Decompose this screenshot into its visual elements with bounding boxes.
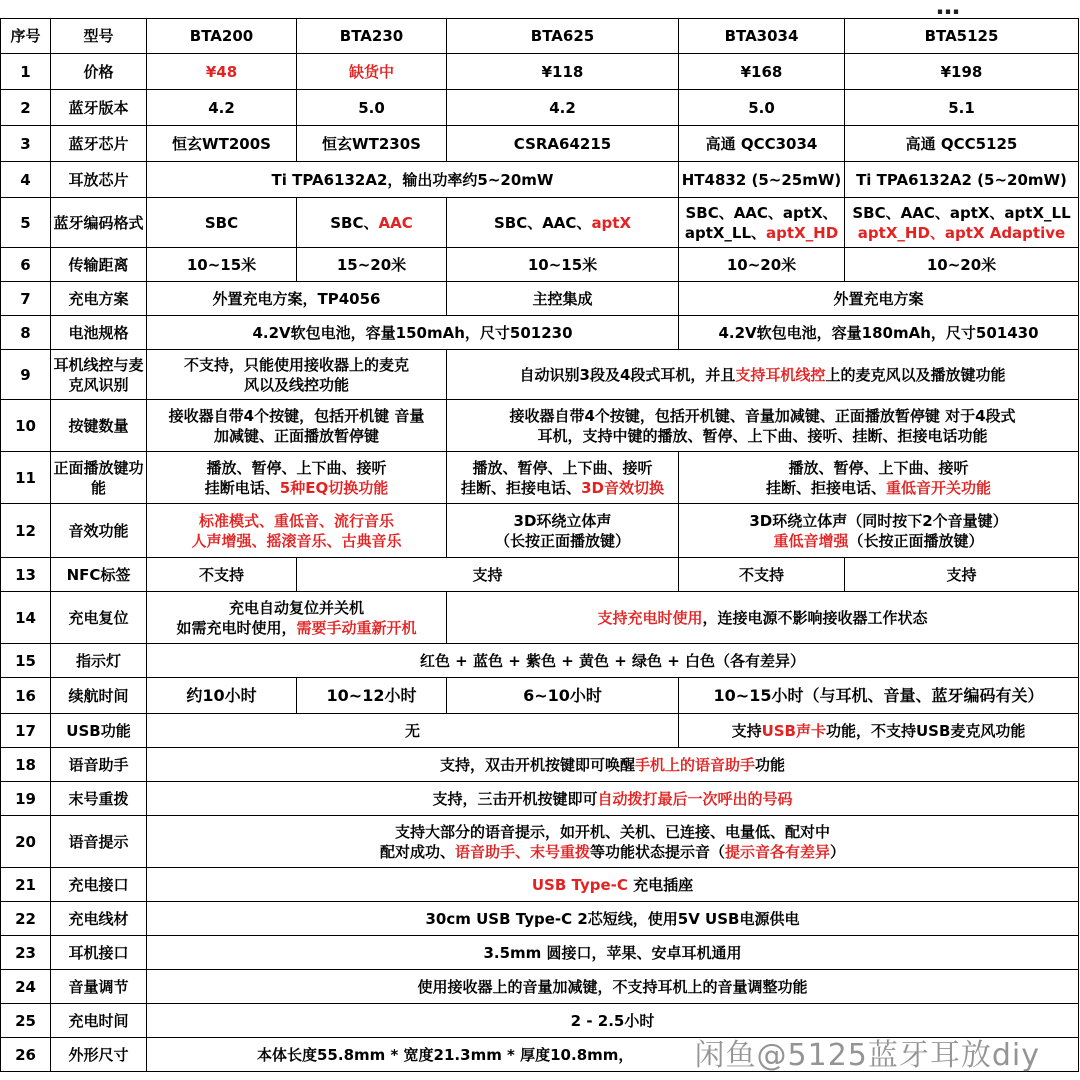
- table-row: [1, 782, 1079, 816]
- cell: [679, 504, 1079, 558]
- row-label: 充电接口: [51, 868, 147, 902]
- text: 3D环绕立体声（同时按下2个音量键）: [749, 511, 1008, 530]
- text: ）: [830, 842, 846, 861]
- text: 等功能状态提示音（: [589, 842, 725, 861]
- cell: 外置充电方案: [679, 282, 1079, 316]
- table-row: [1, 54, 1079, 90]
- text: AAC: [378, 213, 413, 232]
- row-label: 音效功能: [51, 504, 147, 558]
- row-number: 4: [1, 162, 51, 198]
- cut-off-title: …: [936, 0, 960, 20]
- row-number: 16: [1, 678, 51, 714]
- header-cell: 型号: [51, 19, 147, 54]
- row-number: 10: [1, 400, 51, 452]
- text: 挂断电话、: [204, 478, 280, 497]
- row-number: 13: [1, 558, 51, 592]
- text: 自动拨打最后一次呼出的号码: [597, 789, 793, 808]
- row-label: 耳放芯片: [51, 162, 147, 198]
- row-number: 9: [1, 350, 51, 400]
- text: 需要手动重新开机: [296, 618, 417, 637]
- cell: 高通 QCC3034: [679, 126, 845, 162]
- row-number: 8: [1, 316, 51, 350]
- table-row: [1, 248, 1079, 282]
- cell: 无: [147, 714, 679, 748]
- cell: 30cm USB Type-C 2芯短线，使用5V USB电源供电: [147, 902, 1079, 936]
- table-row: [1, 350, 1079, 400]
- comparison-table: [0, 18, 1079, 1072]
- cell: ¥48: [147, 54, 297, 90]
- row-number: 23: [1, 936, 51, 970]
- cell: [447, 350, 1079, 400]
- row-number: 19: [1, 782, 51, 816]
- row-label: 充电复位: [51, 592, 147, 644]
- cell: [147, 592, 447, 644]
- cell: [679, 714, 1079, 748]
- row-number: 14: [1, 592, 51, 644]
- text: SBC、AAC、aptX、: [685, 203, 838, 222]
- cell: 外置充电方案，TP4056: [147, 282, 447, 316]
- cell: 支持: [297, 558, 679, 592]
- table-row: [1, 644, 1079, 678]
- table-row: [1, 504, 1079, 558]
- text: 支持，三击开机按键即可: [432, 789, 598, 808]
- title-fragment: [0, 0, 1080, 18]
- cell: 支持: [845, 558, 1079, 592]
- text: 充电自动复位并关机: [228, 598, 364, 617]
- header-cell: BTA200: [147, 19, 297, 54]
- cell: 红色 + 蓝色 + 紫色 + 黄色 + 绿色 + 白色（各有差异）: [147, 644, 1079, 678]
- text: 3D音效切换: [581, 478, 664, 497]
- row-label: 充电时间: [51, 1004, 147, 1038]
- cell: [679, 198, 845, 248]
- table-row: [1, 452, 1079, 504]
- cell: [447, 592, 1079, 644]
- row-label: 按键数量: [51, 400, 147, 452]
- text: 充电插座: [627, 875, 694, 894]
- header-cell: BTA3034: [679, 19, 845, 54]
- text: 标准模式、重低音、流行音乐: [198, 511, 394, 530]
- cell: [147, 748, 1079, 782]
- row-label: NFC标签: [51, 558, 147, 592]
- row-label: 语音助手: [51, 748, 147, 782]
- cell: [297, 198, 447, 248]
- text: SBC、: [330, 213, 379, 232]
- cell: SBC: [147, 198, 297, 248]
- table-row: [1, 400, 1079, 452]
- text: 播放、暂停、上下曲、接听: [788, 458, 969, 477]
- cell: CSRA64215: [447, 126, 679, 162]
- cell: 约10小时: [147, 678, 297, 714]
- text: 提示音各有差异: [725, 842, 831, 861]
- text: 支持充电时使用: [597, 608, 703, 627]
- text: 支持耳机线控: [735, 365, 826, 384]
- cell: 接收器自带4个按键，包括开机键 音量加减键、正面播放暂停键: [147, 400, 447, 452]
- cell: ¥118: [447, 54, 679, 90]
- table-row: [1, 282, 1079, 316]
- text: 重低音增强: [773, 531, 849, 550]
- header-cell: 序号: [1, 19, 51, 54]
- cell: 4.2V软包电池，容量150mAh，尺寸501230: [147, 316, 679, 350]
- text: 重低音开关功能: [886, 478, 992, 497]
- row-label: 正面播放键功能: [51, 452, 147, 504]
- text: 播放、暂停、上下曲、接听: [472, 458, 653, 477]
- row-label: 语音提示: [51, 816, 147, 868]
- row-label: 蓝牙版本: [51, 90, 147, 126]
- cell: [147, 782, 1079, 816]
- table-row: [1, 936, 1079, 970]
- row-number: 17: [1, 714, 51, 748]
- row-number: 15: [1, 644, 51, 678]
- watermark-text: 闲鱼@5125蓝牙耳放diy: [694, 1038, 1040, 1073]
- table-row: [1, 902, 1079, 936]
- table-row: [1, 970, 1079, 1004]
- row-number: 25: [1, 1004, 51, 1038]
- cell: Ti TPA6132A2 (5~20mW): [845, 162, 1079, 198]
- row-label: 末号重拨: [51, 782, 147, 816]
- row-label: 充电线材: [51, 902, 147, 936]
- text: （长按正面播放键）: [494, 531, 630, 550]
- row-number: 11: [1, 452, 51, 504]
- cell: Ti TPA6132A2，输出功率约5~20mW: [147, 162, 679, 198]
- text: 支持: [731, 721, 762, 740]
- table-row: [1, 162, 1079, 198]
- table-row: [1, 868, 1079, 902]
- cell: HT4832 (5~25mW): [679, 162, 845, 198]
- cell: 不支持，只能使用接收器上的麦克风以及线控功能: [147, 350, 447, 400]
- text: SBC、AAC、: [493, 213, 592, 232]
- row-number: 26: [1, 1038, 51, 1072]
- row-label: 充电方案: [51, 282, 147, 316]
- text: aptX_HD、aptX Adaptive: [857, 223, 1066, 242]
- cell: 10~12小时: [297, 678, 447, 714]
- table-row: [1, 678, 1079, 714]
- text: 3D环绕立体声: [513, 511, 612, 530]
- cell: 6~10小时: [447, 678, 679, 714]
- text: aptX: [591, 213, 632, 232]
- text: USB Type-C: [531, 875, 628, 894]
- cell: 3.5mm 圆接口，苹果、安卓耳机通用: [147, 936, 1079, 970]
- row-label: 价格: [51, 54, 147, 90]
- row-number: 12: [1, 504, 51, 558]
- cell: 4.2: [447, 90, 679, 126]
- text: 5种EQ切换功能: [279, 478, 389, 497]
- row-number: 5: [1, 198, 51, 248]
- header-cell: BTA230: [297, 19, 447, 54]
- cell: 5.1: [845, 90, 1079, 126]
- table-row: [1, 748, 1079, 782]
- cell: [147, 504, 447, 558]
- text: USB声卡: [761, 721, 826, 740]
- row-number: 7: [1, 282, 51, 316]
- row-label: 传输距离: [51, 248, 147, 282]
- cell: 主控集成: [447, 282, 679, 316]
- cell: 5.0: [679, 90, 845, 126]
- cell: 本体长度55.8mm * 宽度21.3mm * 厚度10.8mm，: [147, 1038, 1079, 1072]
- text: （长按正面播放键）: [848, 531, 984, 550]
- text: 语音助手、末号重拨: [454, 842, 590, 861]
- row-number: 2: [1, 90, 51, 126]
- text: 配对成功、: [379, 842, 455, 861]
- row-label: 指示灯: [51, 644, 147, 678]
- row-number: 3: [1, 126, 51, 162]
- cell: [447, 504, 679, 558]
- text: ，连接电源不影响接收器工作状态: [702, 608, 928, 627]
- cell: [147, 868, 1079, 902]
- row-label: 续航时间: [51, 678, 147, 714]
- cell: 5.0: [297, 90, 447, 126]
- text: 如需充电时使用，: [176, 618, 297, 637]
- cell: 高通 QCC5125: [845, 126, 1079, 162]
- text: aptX_HD: [766, 223, 839, 242]
- text: 上的麦克风以及播放键功能: [825, 365, 1006, 384]
- cell: [147, 452, 447, 504]
- table-row: [1, 592, 1079, 644]
- cell: 不支持: [679, 558, 845, 592]
- cell: 10~15米: [147, 248, 297, 282]
- text: 自动识别3段及4段式耳机，并且: [519, 365, 736, 384]
- cell: [147, 816, 1079, 868]
- cell: 10~20米: [845, 248, 1079, 282]
- cell: 4.2: [147, 90, 297, 126]
- text: 人声增强、摇滚音乐、古典音乐: [191, 531, 402, 550]
- cell: 15~20米: [297, 248, 447, 282]
- header-cell: BTA625: [447, 19, 679, 54]
- header-cell: BTA5125: [845, 19, 1079, 54]
- cell: ¥168: [679, 54, 845, 90]
- text: 手机上的语音助手: [634, 755, 755, 774]
- cell: [447, 198, 679, 248]
- row-number: 18: [1, 748, 51, 782]
- table-row: [1, 90, 1079, 126]
- table-row: [1, 126, 1079, 162]
- table-row: [1, 198, 1079, 248]
- text: 功能: [755, 755, 786, 774]
- row-label: 耳机接口: [51, 936, 147, 970]
- table-row: [1, 714, 1079, 748]
- cell: 使用接收器上的音量加减键，不支持耳机上的音量调整功能: [147, 970, 1079, 1004]
- row-number: 6: [1, 248, 51, 282]
- cell: 缺货中: [297, 54, 447, 90]
- cell: ¥198: [845, 54, 1079, 90]
- cell: [679, 452, 1079, 504]
- row-label: 蓝牙编码格式: [51, 198, 147, 248]
- text: 功能，不支持USB麦克风功能: [826, 721, 1026, 740]
- row-number: 21: [1, 868, 51, 902]
- text: 支持，双击开机按键即可唤醒: [439, 755, 635, 774]
- cell: [447, 452, 679, 504]
- text: 播放、暂停、上下曲、接听: [206, 458, 387, 477]
- row-number: 22: [1, 902, 51, 936]
- text: aptX_LL、: [684, 223, 767, 242]
- header-row: [1, 19, 1079, 54]
- row-label: 电池规格: [51, 316, 147, 350]
- row-number: 1: [1, 54, 51, 90]
- cell: 接收器自带4个按键，包括开机键、音量加减键、正面播放暂停键 对于4段式耳机，支持中键的播放、暂停、上下曲、接听、挂断、拒接电话功能: [447, 400, 1079, 452]
- cell: 10~15米: [447, 248, 679, 282]
- cell: 不支持: [147, 558, 297, 592]
- row-label: 蓝牙芯片: [51, 126, 147, 162]
- text: SBC、AAC、aptX、aptX_LL: [852, 203, 1071, 222]
- table-row: [1, 316, 1079, 350]
- text: 挂断、拒接电话、: [765, 478, 886, 497]
- cell: [845, 198, 1079, 248]
- table-row: [1, 816, 1079, 868]
- cell: 恒玄WT230S: [297, 126, 447, 162]
- cell: 2 - 2.5小时: [147, 1004, 1079, 1038]
- row-number: 24: [1, 970, 51, 1004]
- row-number: 20: [1, 816, 51, 868]
- cell: 4.2V软包电池，容量180mAh，尺寸501430: [679, 316, 1079, 350]
- text: 支持大部分的语音提示，如开机、关机、已连接、电量低、配对中: [394, 822, 830, 841]
- row-label: 音量调节: [51, 970, 147, 1004]
- cell: 10~15小时（与耳机、音量、蓝牙编码有关）: [679, 678, 1079, 714]
- cell: 10~20米: [679, 248, 845, 282]
- cell: 恒玄WT200S: [147, 126, 297, 162]
- row-label: 耳机线控与麦克风识别: [51, 350, 147, 400]
- row-label: USB功能: [51, 714, 147, 748]
- text: 挂断、拒接电话、: [461, 478, 582, 497]
- table-row: [1, 558, 1079, 592]
- row-label: 外形尺寸: [51, 1038, 147, 1072]
